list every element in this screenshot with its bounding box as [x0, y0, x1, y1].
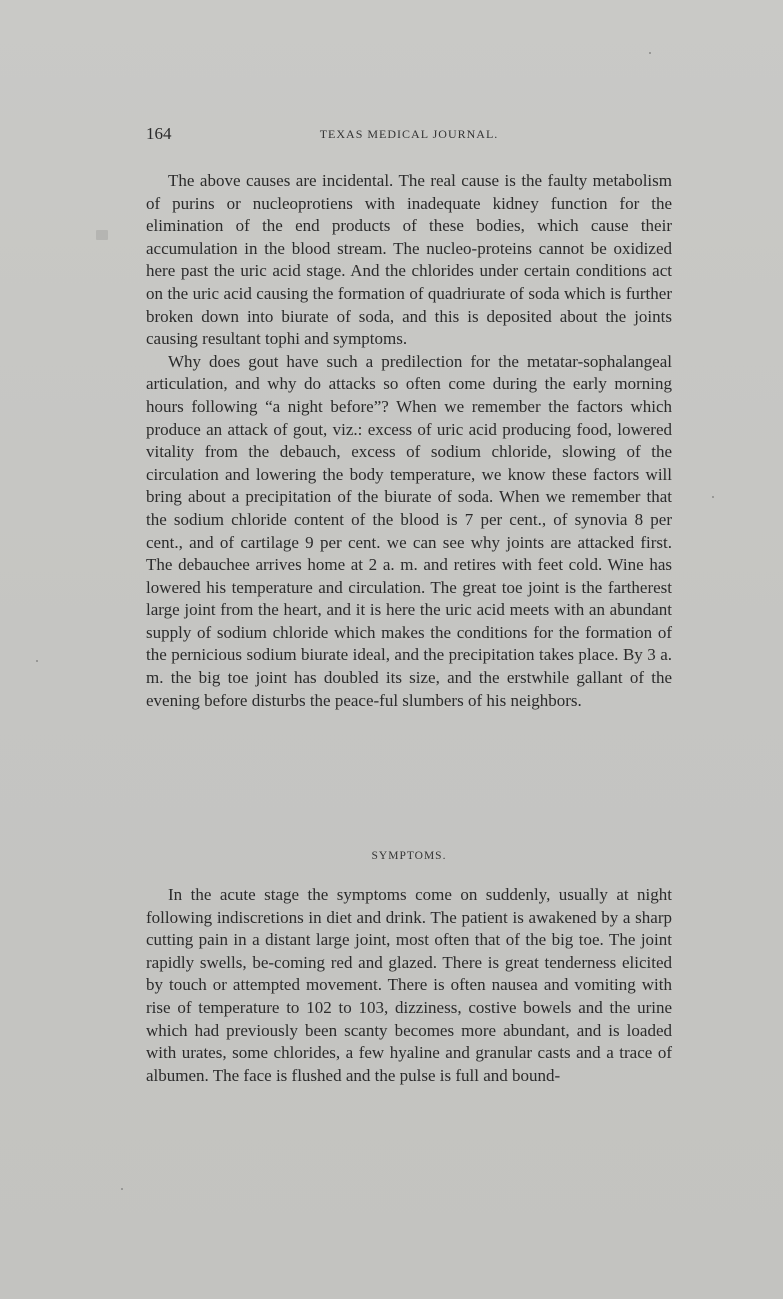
main-text — [146, 170, 672, 712]
paper-speck — [649, 52, 651, 54]
section-text — [146, 884, 672, 1087]
paper-speck — [36, 660, 38, 662]
paper-speck — [121, 1188, 123, 1190]
paragraph: In the acute stage the symptoms come on suddenly, usually at night following indiscretions in diet and drink. The patient is awakened by a sharp cutting pain in a distant large joint, most often that of the big toe. The joint rapidly swells, be-coming red and glazed. There is great tenderness elicited by touch or attempted movement. There is often nausea and vomiting with rise of temperature to 102 to 103, dizziness, costive bowels and the urine which had previously been scanty becomes more abundant, and is loaded with urates, some chlorides, a few hyaline and granular casts and a trace of albumen. The face is flushed and the pulse is full and bound- — [146, 885, 672, 1085]
running-head: TEXAS MEDICAL JOURNAL. — [319, 127, 499, 141]
paragraph: Why does gout have such a predilection for the metatar-sophalangeal articulation, and why do attacks so often come during the early morning hours following “a night before”? When we remember the factors which produce an attack of gout, viz.: excess of uric acid producing food, lowered vitality from the debauch, excess of sodium chloride, slowing of the circulation and lowering the body temperature, we know these factors will bring about a precipitation of the biurate of soda. When we remember that the sodium chloride content of the blood is 7 per cent., of synovia 8 per cent., and of cartilage 9 per cent. we can see why joints are attacked first. The debauchee arrives home at 2 a. m. and retires with feet cold. Wine has lowered his temperature and circulation. The great toe joint is the fartherest large joint from the heart, and it is here the uric acid meets with an abundant supply of sodium chloride which makes the conditions for the formation of the pernicious sodium biurate ideal, and the precipitation takes place. By 3 a. m. the big toe joint has doubled its size, and the erstwhile gallant of the evening before disturbs the peace-ful slumbers of his neighbors. — [146, 351, 672, 710]
section-heading: SYMPTOMS. — [371, 850, 447, 862]
paragraph: The above causes are incidental. The real cause is the faulty metabolism of purins or nucleoprotiens with inadequate kidney function for the elimination of the end products of these bodies, which cause their accumulation in the blood stream. The nucleo-proteins cannot be oxidized here past the uric acid stage. And the chlorides under certain conditions act on the uric acid causing the formation of quadriurate of soda which is further broken down into biurate of soda, and this is deposited about the joints causing resultant tophi and symptoms. — [146, 171, 672, 349]
bleed-through-mark — [96, 230, 108, 240]
page-header — [146, 124, 672, 146]
page-number: 164 — [146, 124, 172, 143]
paper-speck — [712, 496, 714, 498]
